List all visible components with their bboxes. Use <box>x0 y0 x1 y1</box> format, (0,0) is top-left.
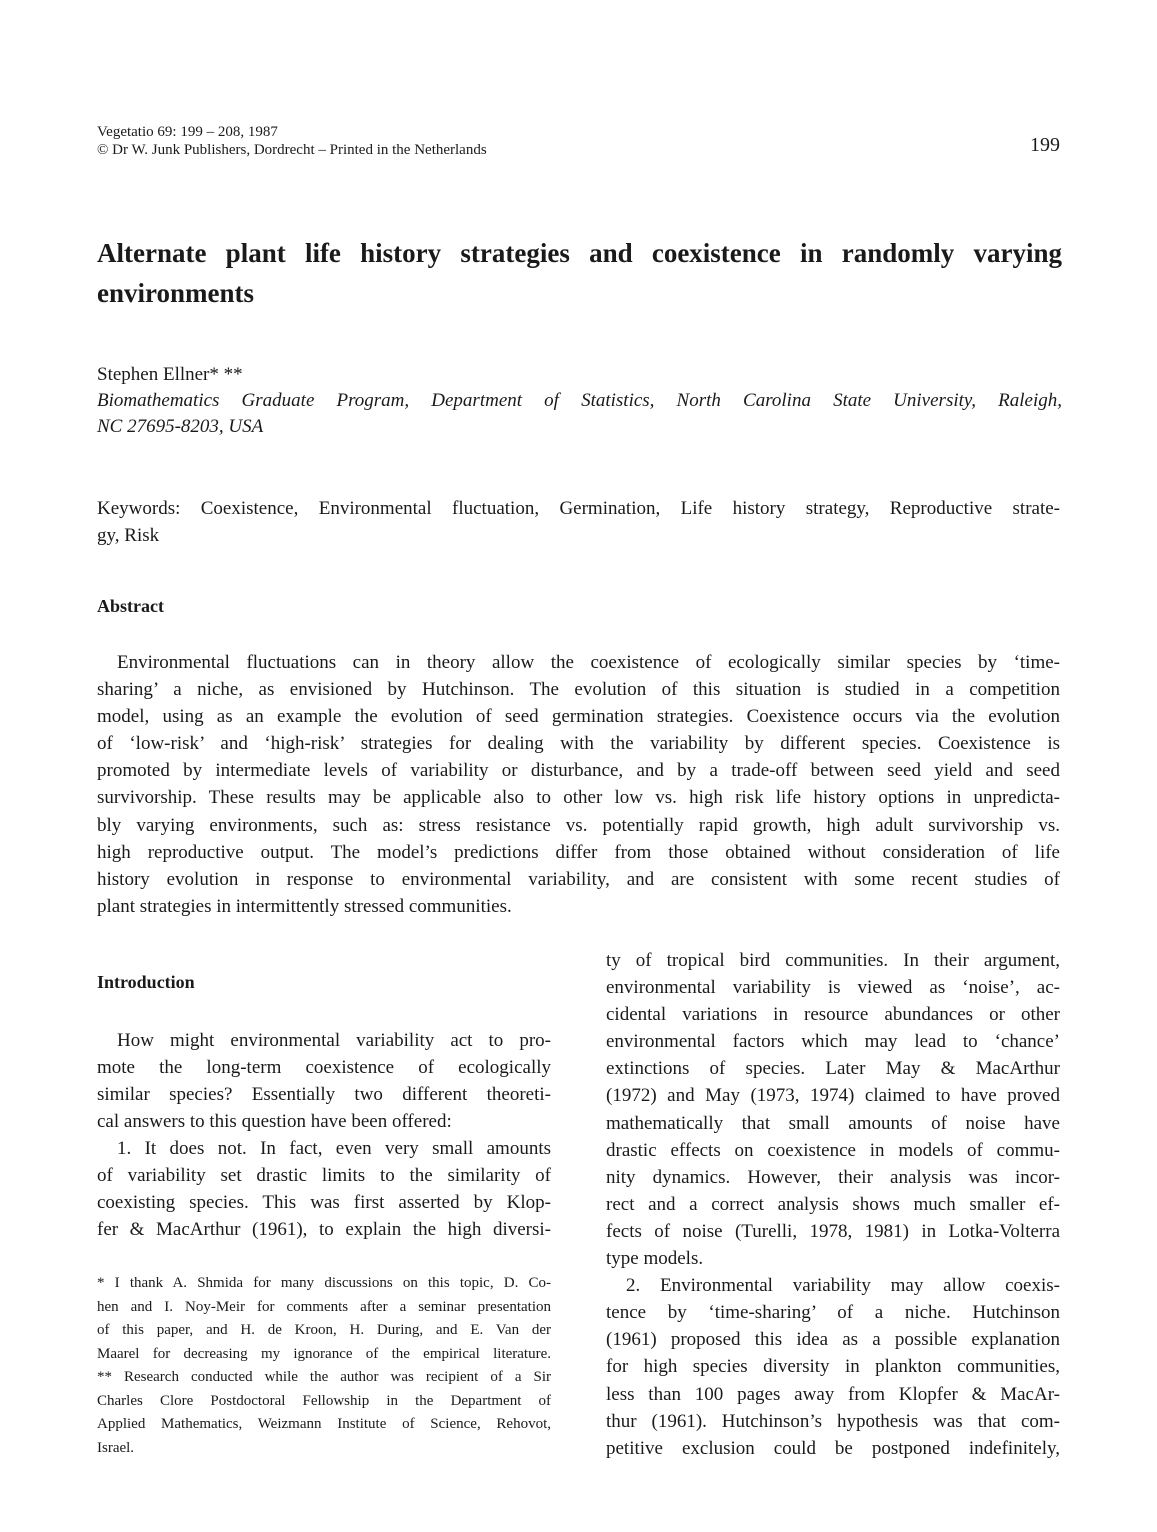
page-number: 199 <box>1030 134 1060 156</box>
text-line: plant strategies in intermittently stressed communities. <box>97 895 512 917</box>
keywords-line: gy, Risk <box>97 525 160 546</box>
text-line: ** Research conducted while the author was recipient of a Sir <box>97 1369 551 1385</box>
text-line: How might environmental variability act to pro- <box>117 1030 551 1051</box>
text-line: cal answers to this question have been offered: <box>97 1111 452 1132</box>
text-line: tence by ‘time-sharing’ of a niche. Hutchinson <box>606 1302 1060 1324</box>
text-line: Environmental fluctuations can in theory allow the coexistence of ecologically similar species by ‘time- <box>117 652 1060 673</box>
title-line: environments <box>97 278 255 308</box>
text-line: ty of tropical bird communities. In their argument, <box>606 950 1060 971</box>
text-line: thur (1961). Hutchinson’s hypothesis was that com- <box>606 1410 1060 1432</box>
title-line: Alternate plant life history strategies and coexistence in randomly varying <box>97 238 1062 268</box>
text-line: fects of noise (Turelli, 1978, 1981) in Lotka-Volterra <box>606 1220 1060 1242</box>
paper-title <box>97 233 1062 313</box>
text-line: of ‘low-risk’ and ‘high-risk’ strategies for dealing with the variability by different species. Coexistence is <box>97 733 1060 755</box>
text-line: Charles Clore Postdoctoral Fellowship in the Department of <box>97 1392 551 1409</box>
text-line: 2. Environmental variability may allow coexis- <box>626 1275 1060 1297</box>
text-line: extinctions of species. Later May & MacArthur <box>606 1058 1060 1080</box>
text-line: for high species diversity in plankton communities, <box>606 1356 1060 1378</box>
introduction-heading: Introduction <box>97 972 195 992</box>
text-line: coexisting species. This was first asserted by Klop- <box>97 1192 551 1213</box>
text-line: Applied Mathematics, Weizmann Institute of Science, Rehovot, <box>97 1416 551 1432</box>
publisher-line: © Dr W. Junk Publishers, Dordrecht – Printed in the Netherlands <box>97 142 487 158</box>
text-line: survivorship. These results may be applicable also to other low vs. high risk life history options in unpredicta- <box>97 787 1060 809</box>
text-line: bly varying environments, such as: stress resistance vs. potentially rapid growth, high adult survivorship vs. <box>97 814 1060 836</box>
abstract-heading: Abstract <box>97 596 164 616</box>
text-line: cidental variations in resource abundances or other <box>606 1004 1060 1026</box>
text-line: promoted by intermediate levels of variability or disturbance, and by a trade-off between seed yield and seed <box>97 760 1060 782</box>
text-line: environmental factors which may lead to ‘chance’ <box>606 1031 1060 1053</box>
text-line: mote the long-term coexistence of ecologically <box>97 1057 551 1078</box>
text-line: (1961) proposed this idea as a possible explanation <box>606 1329 1060 1351</box>
keywords-line: Keywords: Coexistence, Environmental fluctuation, Germination, Life history strategy, Reproductive strate- <box>97 498 1060 519</box>
affiliation-line: Biomathematics Graduate Program, Department of Statistics, North Carolina State University, Raleigh, <box>97 390 1062 411</box>
text-line: rect and a correct analysis shows much smaller ef- <box>606 1193 1060 1215</box>
text-line: hen and I. Noy-Meir for comments after a seminar presentation <box>97 1298 551 1315</box>
right-column-text <box>606 947 1060 1462</box>
text-line: model, using as an example the evolution of seed germination strategies. Coexistence occurs via the evolution <box>97 706 1060 728</box>
affiliation-line: NC 27695-8203, USA <box>97 416 264 437</box>
text-line: type models. <box>606 1248 704 1270</box>
text-line: environmental variability is viewed as ‘noise’, ac- <box>606 977 1060 999</box>
text-line: Israel. <box>97 1439 135 1456</box>
text-line: fer & MacArthur (1961), to explain the high diversi- <box>97 1219 551 1240</box>
text-line: 1. It does not. In fact, even very small amounts <box>117 1138 551 1159</box>
text-line: high reproductive output. The model’s predictions differ from those obtained without consideration of life <box>97 841 1060 863</box>
text-line: of variability set drastic limits to the similarity of <box>97 1165 551 1186</box>
text-line: less than 100 pages away from Klopfer & MacAr- <box>606 1383 1060 1405</box>
text-line: nity dynamics. However, their analysis was incor- <box>606 1166 1060 1188</box>
text-line: (1972) and May (1973, 1974) claimed to have proved <box>606 1085 1060 1107</box>
text-line: petitive exclusion could be postponed indefinitely, <box>606 1437 1060 1459</box>
journal-citation: Vegetatio 69: 199 – 208, 1987 <box>97 124 278 140</box>
keywords <box>97 495 1060 549</box>
abstract-body <box>97 649 1060 920</box>
text-line: history evolution in response to environmental variability, and are consistent with some recent studies of <box>97 868 1060 890</box>
affiliation <box>97 388 1062 440</box>
text-line: * I thank A. Shmida for many discussions on this topic, D. Co- <box>97 1275 551 1291</box>
author: Stephen Ellner* ** <box>97 364 243 385</box>
text-line: similar species? Essentially two different theoreti- <box>97 1084 551 1105</box>
text-line: sharing’ a niche, as envisioned by Hutchinson. The evolution of this situation is studied in a competition <box>97 679 1060 701</box>
text-line: Maarel for decreasing my ignorance of the empirical literature. <box>97 1345 551 1362</box>
text-line: of this paper, and H. de Kroon, H. During, and E. Van der <box>97 1322 551 1338</box>
text-line: drastic effects on coexistence in models of commu- <box>606 1139 1060 1161</box>
footnotes <box>97 1272 551 1460</box>
left-column-text <box>97 1027 551 1243</box>
text-line: mathematically that small amounts of noise have <box>606 1112 1060 1134</box>
